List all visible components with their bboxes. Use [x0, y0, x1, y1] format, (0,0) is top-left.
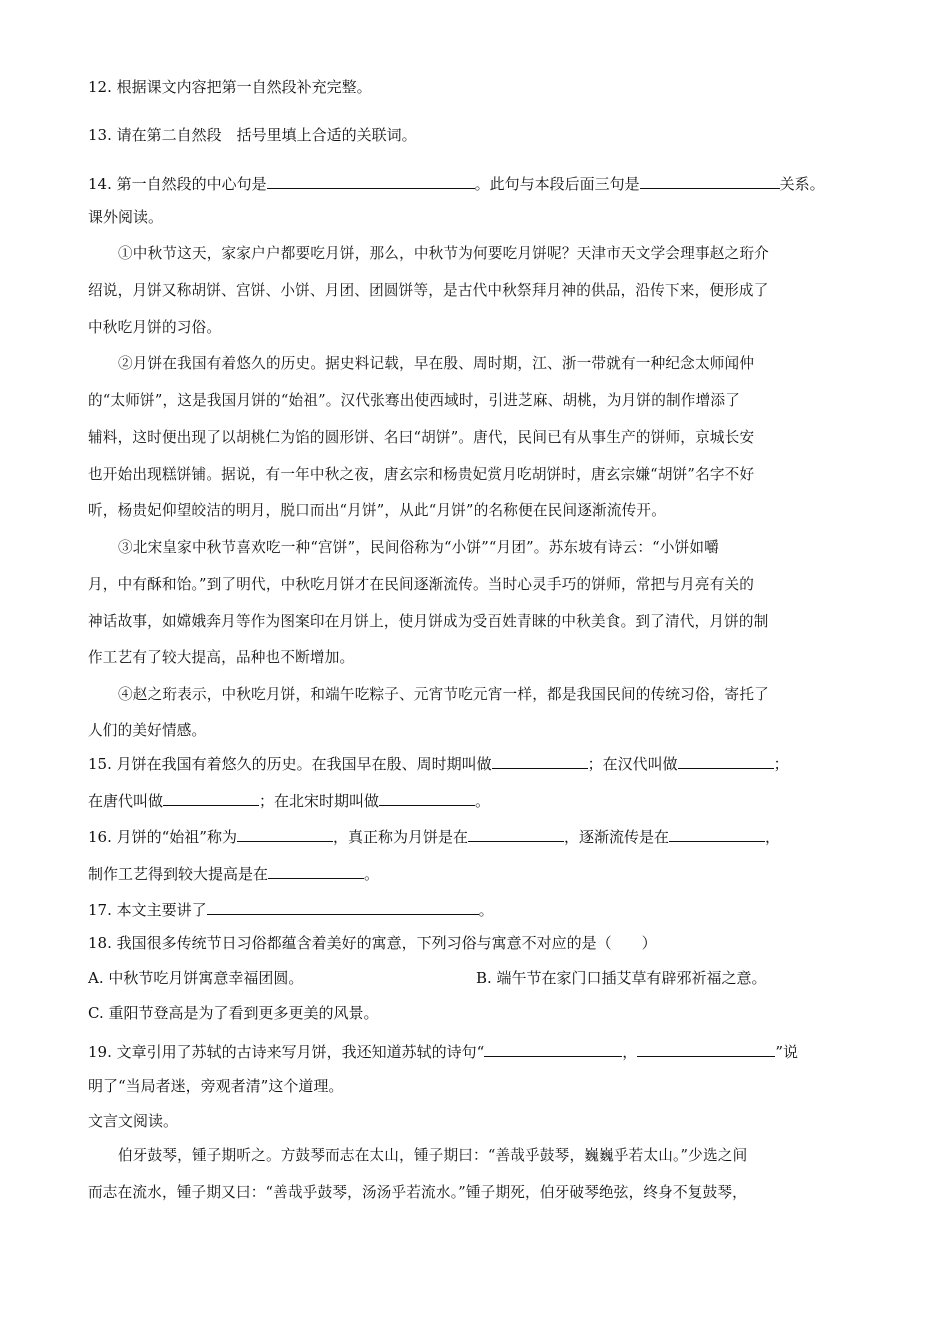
- classical-line: 伯牙鼓琴，锺子期听之。方鼓琴而志在太山，锺子期曰：“善哉乎鼓琴，巍巍乎若太山。”少选之间: [118, 1147, 748, 1164]
- question-13: 13. 请在第二自然段 括号里填上合适的关联词。: [88, 126, 417, 144]
- question-17: [88, 898, 494, 921]
- q16-blank-3[interactable]: [669, 825, 765, 842]
- question-15: [88, 752, 789, 775]
- q16-text-c: ，逐渐流传是在: [563, 828, 669, 846]
- q14-text-a: 14. 第一自然段的中心句是: [88, 175, 267, 193]
- passage-line: 绍说，月饼又称胡饼、宫饼、小饼、月团、团圆饼等，是古代中秋祭拜月神的供品，沿传下来，便形成了: [88, 282, 769, 299]
- q19-text-a: 19. 文章引用了苏轼的古诗来写月饼，我还知道苏轼的诗句“: [88, 1043, 485, 1061]
- q15-blank-1[interactable]: [492, 752, 588, 769]
- q16-blank-2[interactable]: [468, 825, 564, 842]
- q15-text-c: ；: [773, 755, 789, 773]
- passage-line: ①中秋节这天，家家户户都要吃月饼，那么，中秋节为何要吃月饼呢？天津市天文学会理事赵之珩介: [118, 245, 769, 262]
- q16-blank-1[interactable]: [237, 825, 333, 842]
- q16-text-f: 。: [364, 865, 380, 883]
- q15-text-e: ；在北宋时期叫做: [259, 792, 380, 810]
- question-14: [88, 172, 825, 195]
- question-18: 18. 我国很多传统节日习俗都蕴含着美好的寓意，下列习俗与寓意不对应的是（ ）: [88, 934, 657, 952]
- q15-text-f: 。: [475, 792, 491, 810]
- q14-blank-2[interactable]: [640, 172, 780, 189]
- q16-blank-4[interactable]: [268, 862, 364, 879]
- q15-text-d: 在唐代叫做: [88, 792, 164, 810]
- passage-line: 作工艺有了较大提高，品种也不断增加。: [88, 649, 355, 666]
- q15-text-b: ；在汉代叫做: [587, 755, 678, 773]
- q19-text-b: ，: [622, 1043, 638, 1061]
- q15-blank-4[interactable]: [379, 789, 475, 806]
- q16-text-a: 16. 月饼的“始祖”称为: [88, 828, 237, 846]
- passage-line: 辅料，这时便出现了以胡桃仁为馅的圆形饼、名曰“胡饼”。唐代，民间已有从事生产的饼师，京城长安: [88, 429, 755, 446]
- passage-line: 神话故事，如嫦娥奔月等作为图案印在月饼上，使月饼成为受百姓青睐的中秋美食。到了清代，月饼的制: [88, 613, 769, 630]
- question-19: [88, 1040, 798, 1063]
- passage-line: 人们的美好情感。: [88, 722, 207, 739]
- q18-option-a[interactable]: A. 中秋节吃月饼寓意幸福团圆。: [88, 969, 304, 987]
- q15-blank-2[interactable]: [678, 752, 774, 769]
- q18-option-c[interactable]: C. 重阳节登高是为了看到更多更美的风景。: [88, 1004, 379, 1022]
- section-extra-reading: 课外阅读。: [88, 208, 164, 226]
- q19-blank-2[interactable]: [637, 1040, 775, 1057]
- section-classical-reading: 文言文阅读。: [88, 1112, 179, 1130]
- q17-text-b: 。: [478, 901, 494, 919]
- question-15-cont: [88, 789, 490, 812]
- q17-text-a: 17. 本文主要讲了: [88, 901, 207, 919]
- q19-text-c: ”说: [775, 1043, 798, 1061]
- q16-text-d: ，: [765, 828, 781, 846]
- passage-line: 听，杨贵妃仰望皎洁的明月，脱口而出“月饼”，从此“月饼”的名称便在民间逐渐流传开。: [88, 502, 667, 519]
- q18-option-b[interactable]: B. 端午节在家门口插艾草有辟邪祈福之意。: [476, 969, 767, 987]
- q17-blank[interactable]: [207, 898, 479, 915]
- q16-text-e: 制作工艺得到较大提高是在: [88, 865, 269, 883]
- passage-line: ②月饼在我国有着悠久的历史。据史料记载，早在殷、周时期，江、浙一带就有一种纪念太师闻仲: [118, 355, 755, 372]
- q19-blank-1[interactable]: [484, 1040, 622, 1057]
- question-12: 12. 根据课文内容把第一自然段补充完整。: [88, 78, 372, 96]
- question-16: [88, 825, 780, 848]
- passage-line: ③北宋皇家中秋节喜欢吃一种“宫饼”，民间俗称为“小饼”“月团”。苏东坡有诗云：“小饼如嚼: [118, 539, 719, 556]
- question-16-cont: [88, 862, 379, 885]
- passage-line: ④赵之珩表示，中秋吃月饼，和端午吃粽子、元宵节吃元宵一样，都是我国民间的传统习俗，寄托了: [118, 686, 769, 703]
- q14-text-b: 。此句与本段后面三句是: [474, 175, 640, 193]
- q14-blank-1[interactable]: [267, 172, 475, 189]
- q14-text-c: 关系。: [779, 175, 825, 193]
- q16-text-b: ，真正称为月饼是在: [332, 828, 468, 846]
- passage-line: 也开始出现糕饼铺。据说，有一年中秋之夜，唐玄宗和杨贵妃赏月吃胡饼时，唐玄宗嫌“胡饼”名字不好: [88, 466, 755, 483]
- passage-line: 月，中有酥和饴。”到了明代，中秋吃月饼才在民间逐渐流传。当时心灵手巧的饼师，常把与月亮有关的: [88, 576, 755, 593]
- classical-line: 而志在流水，锺子期又曰：“善哉乎鼓琴，汤汤乎若流水。”锺子期死，伯牙破琴绝弦，终身不复鼓琴，: [88, 1184, 747, 1201]
- question-19-cont: 明了“当局者迷，旁观者清”这个道理。: [88, 1077, 344, 1095]
- passage-line: 的“太师饼”，这是我国月饼的“始祖”。汉代张骞出使西域时，引进芝麻、胡桃，为月饼的制作增添了: [88, 392, 740, 409]
- q15-text-a: 15. 月饼在我国有着悠久的历史。在我国早在殷、周时期叫做: [88, 755, 492, 773]
- passage-line: 中秋吃月饼的习俗。: [88, 319, 222, 336]
- q15-blank-3[interactable]: [163, 789, 259, 806]
